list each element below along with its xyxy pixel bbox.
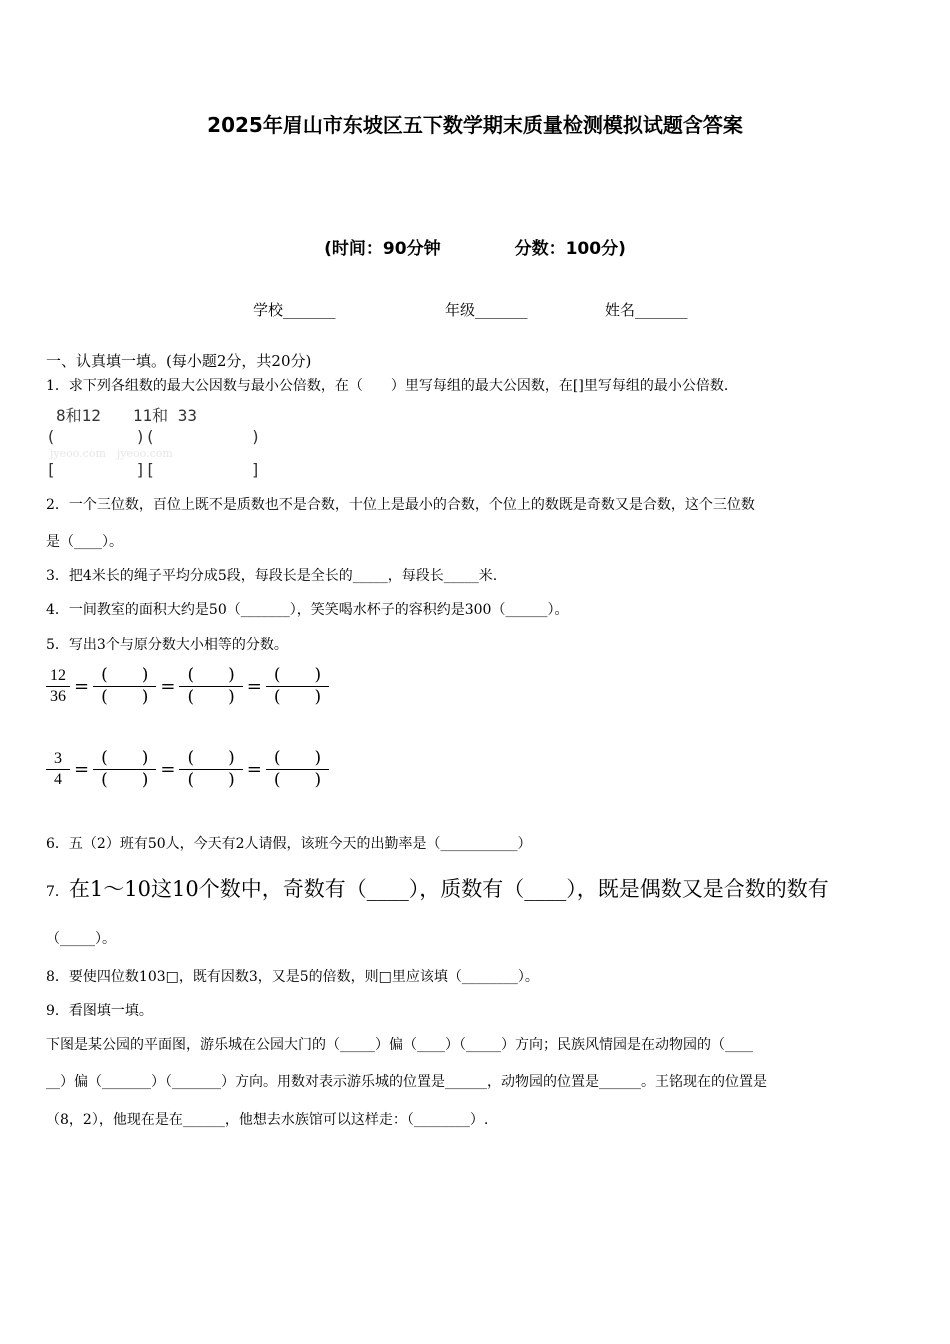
question-2-line1: 2．一个三位数，百位上既不是质数也不是合数，十位上是最小的合数，个位上的数既是奇数又是合数，这个三位数 xyxy=(46,497,755,513)
subtitle xyxy=(0,238,950,260)
q1-gcd-blanks: ( )( ) xyxy=(46,427,261,446)
question-3: 3．把4米长的绳子平均分成5段，每段长是全长的_____，每段长_____米. xyxy=(46,568,498,584)
watermark: jyeoo.com jyeoo.com xyxy=(50,447,173,460)
fraction-blank: ( ) ( ) xyxy=(179,748,242,791)
question-5: 5．写出3个与原分数大小相等的分数。 xyxy=(46,637,288,653)
question-9-line2: __）偏（_______）（_______）方向。用数对表示游乐城的位置是______，动物园的位置是______。王铭现在的位置是 xyxy=(46,1074,767,1090)
question-9: 9．看图填一填。 xyxy=(46,1003,153,1019)
question-7-line2: （_____）。 xyxy=(46,931,116,947)
fraction-blank: ( ) ( ) xyxy=(179,665,242,708)
page-title: 2025年眉山市东坡区五下数学期末质量检测模拟试题含答案 xyxy=(207,113,743,137)
grade-field: 年级_______ xyxy=(445,301,528,319)
fraction-blank: ( ) ( ) xyxy=(266,748,329,791)
q5-fraction-row-2: $\frac{3}{4}$ = ( ) ( ) = ( ) ( ) = ( ) ( ) xyxy=(46,748,329,791)
total-score: 分数：100分) xyxy=(514,239,626,259)
name-field: 姓名_______ xyxy=(605,301,688,319)
section-heading: 一、认真填一填。(每小题2分，共20分) xyxy=(46,352,312,370)
fraction-blank: ( ) ( ) xyxy=(93,665,156,708)
time-limit: (时间：90分钟 xyxy=(324,239,441,259)
q1-lcm-blanks: [ ][ ] xyxy=(46,460,261,479)
question-9-line3: （8，2），他现在是在______，他想去水族馆可以这样走：（________）. xyxy=(46,1112,489,1128)
question-9-line1: 下图是某公园的平面图，游乐城在公园大门的（_____）偏（____）（_____）方向；民族风情园是在动物园的（____ xyxy=(46,1037,753,1053)
fraction: $\frac{3}{4}$ xyxy=(46,749,70,790)
question-4: 4．一间教室的面积大约是50（_______），笑笑喝水杯子的容积约是300（______）。 xyxy=(46,602,569,618)
fraction: $\frac{12}{36}$ xyxy=(46,666,70,707)
q5-fraction-row-1: $\frac{12}{36}$ = ( ) ( ) = ( ) ( ) = ( ) ( ) xyxy=(46,665,329,708)
question-7-line1: 7．在1～10这10个数中，奇数有（____），质数有（____），既是偶数又是合数的数有 xyxy=(46,877,829,901)
question-2-line2: 是（____）。 xyxy=(46,534,123,550)
school-field: 学校_______ xyxy=(253,301,336,319)
fraction-blank: ( ) ( ) xyxy=(93,748,156,791)
fraction-blank: ( ) ( ) xyxy=(266,665,329,708)
q1-pairs: 8和12 11和 33 xyxy=(56,406,198,425)
question-8: 8．要使四位数103□，既有因数3，又是5的倍数，则□里应该填（________）。 xyxy=(46,969,539,985)
question-1: 1．求下列各组数的最大公因数与最小公倍数，在（ ）里写每组的最大公因数，在[]里写每组的最小公倍数． xyxy=(46,378,738,394)
question-6: 6．五（2）班有50人，今天有2人请假，该班今天的出勤率是（___________） xyxy=(46,836,532,852)
